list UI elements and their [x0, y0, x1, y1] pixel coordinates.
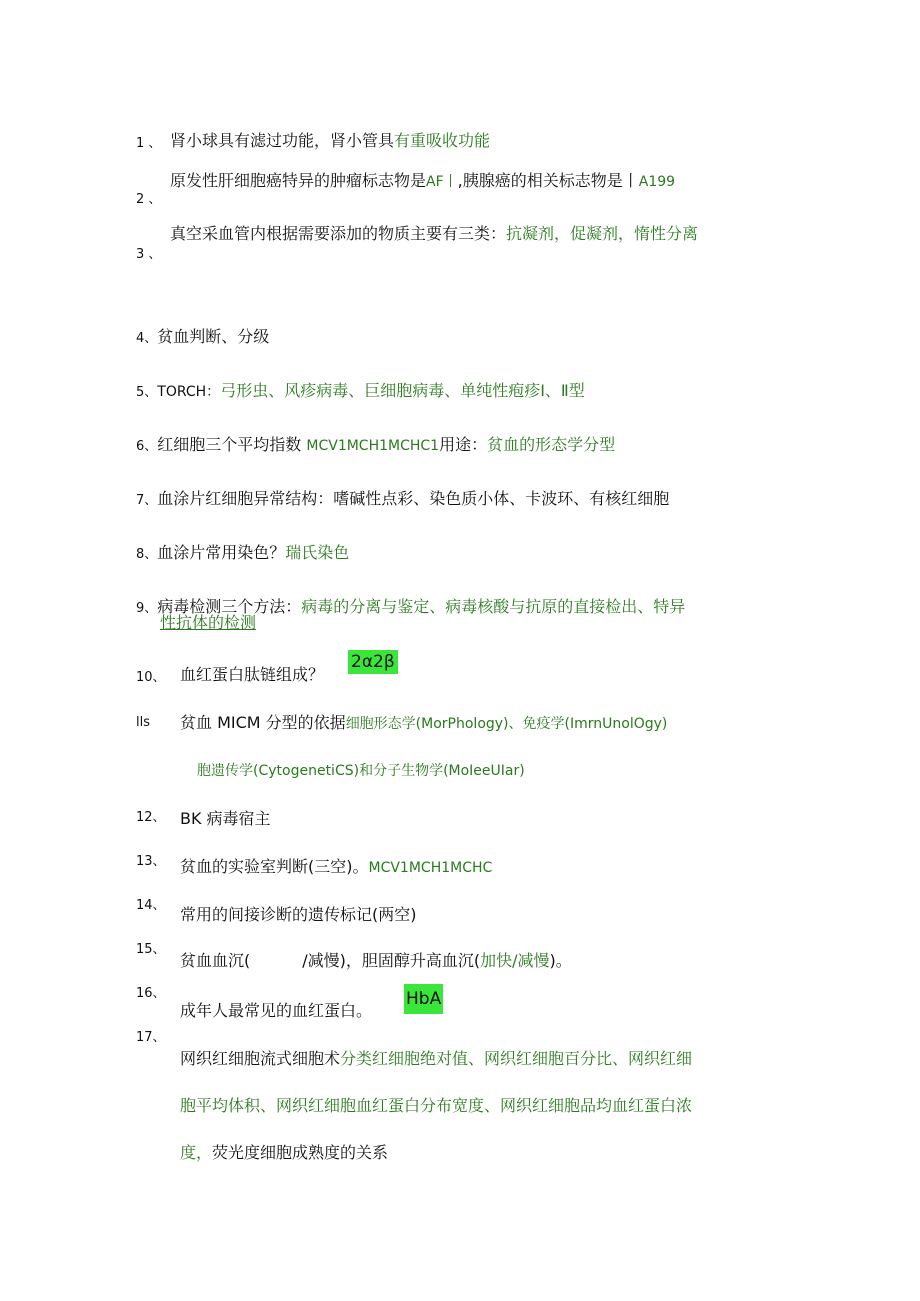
question-text: 成年人最常见的血红蛋白。 [180, 1001, 373, 1020]
item-number: 1 、 [136, 136, 162, 151]
answer-text: MCV1MCH1MCHC [368, 860, 493, 876]
item-number: 14、 [136, 898, 166, 913]
question-text: 7、血涂片红细胞异常结构：嗜碱性点彩、染色质小体、卡波环、有核红细胞 [136, 489, 670, 508]
question-text: 9、病毒检测三个方法：病毒的分离与鉴定、病毒核酸与抗原的直接检出、特异 [136, 597, 686, 616]
question-text: 6、红细胞三个平均指数 MCV1MCH1MCHC1用途：贫血的形态学分型 [136, 435, 616, 454]
question-text: 贫血的实验室判断(三空)。MCV1MCH1MCHC [180, 857, 493, 876]
question-text: 8、血涂片常用染色？瑞氏染色 [136, 543, 350, 562]
question-text: BK 病毒宿主 [180, 809, 271, 828]
answer-text: 瑞氏染色 [285, 543, 350, 562]
item-number: 4、 [136, 331, 158, 346]
item-number: lls [136, 715, 150, 730]
answer-highlight: HbA [404, 984, 443, 1014]
item-number: 2 、 [136, 192, 162, 207]
item-number: 5、 [136, 385, 158, 400]
question-text: 原发性肝细胞癌特异的肿瘤标志物是AF丨,胰腺癌的相关标志物是丨A199 [170, 171, 676, 190]
question-text: 真空采血管内根据需要添加的物质主要有三类：抗凝剂，促凝剂，惰性分离 [170, 224, 699, 243]
item-number: 3 、 [136, 247, 162, 262]
answer-text: A199 [638, 174, 676, 190]
answer-text: 分类红细胞绝对值、网织红细胞百分比、网织红细 [340, 1049, 693, 1068]
item-number: 9、 [136, 601, 158, 616]
answer-text: 有重吸收功能 [394, 131, 491, 150]
question-text: 贫血 MICM 分型的依据细胞形态学(MorPhology)、免疫学(ImrnUnolOgy) [180, 713, 668, 732]
answer-text-cont: 胞遗传学(CytogenetiCS)和分子生物学(MoIeeUIar) [197, 763, 525, 779]
question-text: 网织红细胞流式细胞术分类红细胞绝对值、网织红细胞百分比、网织红细 [180, 1049, 693, 1068]
answer-text: AF丨 [426, 174, 458, 190]
item-number: 10、 [136, 670, 166, 685]
question-text: 常用的间接诊断的遗传标记(两空) [180, 905, 417, 924]
item-number: 12、 [136, 810, 166, 825]
question-text: 4、贫血判断、分级 [136, 327, 270, 346]
answer-text: 贫血的形态学分型 [487, 435, 616, 454]
item-number: 13、 [136, 854, 166, 869]
item-number: 7、 [136, 493, 158, 508]
question-text: 肾小球具有滤过功能，肾小管具有重吸收功能 [170, 131, 491, 150]
question-text: 血红蛋白肽链组成？ [180, 665, 325, 684]
item-number: 8、 [136, 547, 158, 562]
item-number: 17、 [136, 1030, 166, 1045]
item-number: 6、 [136, 439, 158, 454]
answer-text: 病毒的分离与鉴定、病毒核酸与抗原的直接检出、特异 [301, 597, 686, 616]
answer-text-cont: 度，荧光度细胞成熟度的关系 [180, 1143, 389, 1162]
question-text: 贫血血沉( /减慢)，胆固醇升高血沉(加快/减慢)。 [180, 951, 572, 970]
answer-text: 细胞形态学(MorPhology)、免疫学(ImrnUnolOgy) [345, 716, 668, 732]
answer-text: 嗜碱性点彩、染色质小体、卡波环、有核红细胞 [333, 489, 670, 508]
answer-text-cont: 性抗体的检测 [160, 613, 257, 632]
answer-text: 抗凝剂，促凝剂，惰性分离 [506, 224, 699, 243]
question-text: 5、TORCH：弓形虫、风疹病毒、巨细胞病毒、单纯性疱疹Ⅰ、Ⅱ型 [136, 381, 585, 400]
answer-text-cont: 胞平均体积、网织红细胞血红蛋白分布宽度、网织红细胞品均血红蛋白浓 [180, 1096, 693, 1115]
item-number: 16、 [136, 986, 166, 1001]
item-number: 15、 [136, 942, 166, 957]
answer-highlight: 2α2β [348, 650, 398, 674]
answer-text: 弓形虫、风疹病毒、巨细胞病毒、单纯性疱疹Ⅰ、Ⅱ型 [220, 381, 585, 400]
answer-text: 加快/减慢 [480, 951, 550, 970]
